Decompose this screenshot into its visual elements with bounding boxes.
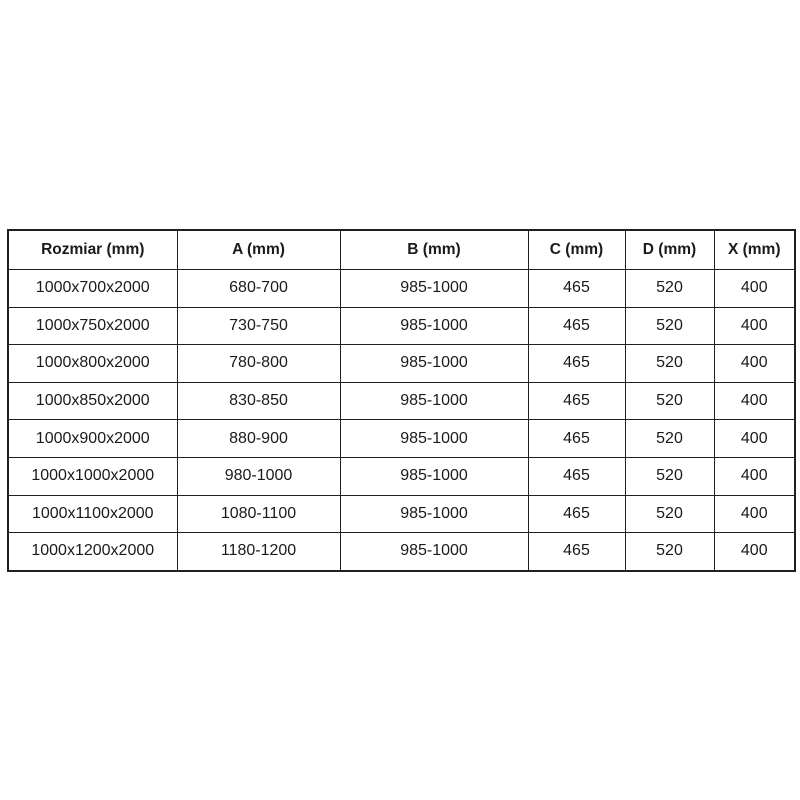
cell-b: 985-1000	[340, 345, 528, 383]
table-row	[8, 457, 795, 495]
cell-c: 465	[528, 495, 625, 533]
cell-c: 465	[528, 533, 625, 571]
cell-rozmiar: 1000x700x2000	[8, 270, 177, 308]
cell-c: 465	[528, 382, 625, 420]
cell-c: 465	[528, 270, 625, 308]
cell-a: 1180-1200	[177, 533, 340, 571]
table-row	[8, 382, 795, 420]
column-header-d: D (mm)	[625, 230, 714, 270]
cell-a: 680-700	[177, 270, 340, 308]
cell-rozmiar: 1000x850x2000	[8, 382, 177, 420]
column-header-rozmiar: Rozmiar (mm)	[8, 230, 177, 270]
cell-rozmiar: 1000x1200x2000	[8, 533, 177, 571]
cell-c: 465	[528, 307, 625, 345]
table-row	[8, 307, 795, 345]
cell-x: 400	[714, 495, 795, 533]
cell-x: 400	[714, 533, 795, 571]
cell-d: 520	[625, 345, 714, 383]
cell-x: 400	[714, 270, 795, 308]
cell-c: 465	[528, 345, 625, 383]
cell-rozmiar: 1000x1100x2000	[8, 495, 177, 533]
cell-b: 985-1000	[340, 420, 528, 458]
cell-b: 985-1000	[340, 307, 528, 345]
table-row	[8, 533, 795, 571]
cell-b: 985-1000	[340, 457, 528, 495]
cell-c: 465	[528, 457, 625, 495]
cell-d: 520	[625, 307, 714, 345]
column-header-x: X (mm)	[714, 230, 795, 270]
cell-a: 730-750	[177, 307, 340, 345]
cell-x: 400	[714, 307, 795, 345]
cell-rozmiar: 1000x750x2000	[8, 307, 177, 345]
column-header-a: A (mm)	[177, 230, 340, 270]
cell-d: 520	[625, 270, 714, 308]
table-row	[8, 420, 795, 458]
size-spec-table	[7, 229, 796, 572]
cell-a: 880-900	[177, 420, 340, 458]
cell-d: 520	[625, 495, 714, 533]
cell-x: 400	[714, 420, 795, 458]
table-row	[8, 345, 795, 383]
cell-rozmiar: 1000x900x2000	[8, 420, 177, 458]
cell-rozmiar: 1000x800x2000	[8, 345, 177, 383]
column-header-c: C (mm)	[528, 230, 625, 270]
cell-a: 980-1000	[177, 457, 340, 495]
table-row	[8, 495, 795, 533]
cell-x: 400	[714, 345, 795, 383]
cell-d: 520	[625, 533, 714, 571]
table-header-row	[8, 230, 795, 270]
cell-b: 985-1000	[340, 495, 528, 533]
cell-c: 465	[528, 420, 625, 458]
cell-a: 830-850	[177, 382, 340, 420]
cell-b: 985-1000	[340, 382, 528, 420]
cell-x: 400	[714, 457, 795, 495]
cell-b: 985-1000	[340, 533, 528, 571]
cell-a: 780-800	[177, 345, 340, 383]
cell-x: 400	[714, 382, 795, 420]
column-header-b: B (mm)	[340, 230, 528, 270]
cell-d: 520	[625, 382, 714, 420]
table-row	[8, 270, 795, 308]
cell-a: 1080-1100	[177, 495, 340, 533]
cell-d: 520	[625, 420, 714, 458]
cell-b: 985-1000	[340, 270, 528, 308]
cell-rozmiar: 1000x1000x2000	[8, 457, 177, 495]
cell-d: 520	[625, 457, 714, 495]
